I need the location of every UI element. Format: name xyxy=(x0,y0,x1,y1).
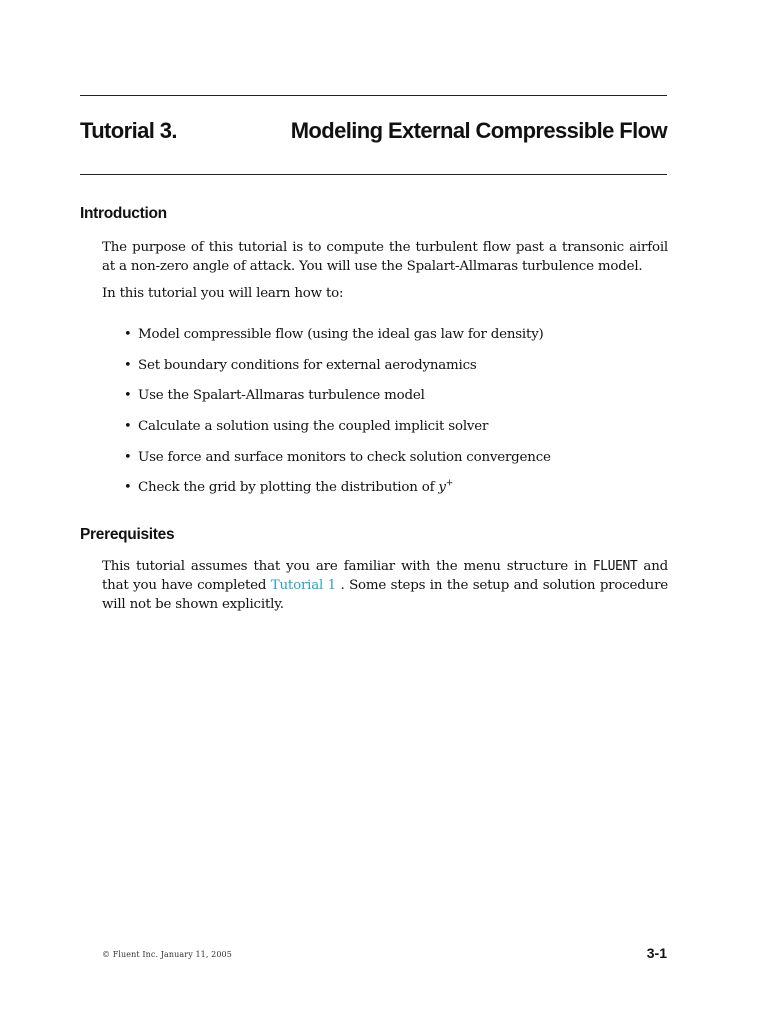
tutorial-title: Modeling External Compressible Flow xyxy=(290,118,667,143)
tutorial-number: Tutorial 3. xyxy=(80,118,177,143)
learn-how-to-paragraph: In this tutorial you will learn how to: xyxy=(102,286,344,301)
list-item-text: Calculate a solution using the coupled implicit solver xyxy=(138,419,489,435)
header-top-rule xyxy=(80,95,667,96)
tutorial-1-link[interactable]: Tutorial 1 xyxy=(270,578,336,593)
bullet-icon: • xyxy=(124,449,132,465)
list-item xyxy=(124,325,551,356)
list-item-text: Use the Spalart-Allmaras turbulence model xyxy=(138,388,425,404)
introduction-paragraph: The purpose of this tutorial is to compute the turbulent flow past a transonic airfoil at a non-zero angle of attack. You will use the Spalart-Allmaras turbulence model. xyxy=(102,240,668,274)
list-item xyxy=(124,417,551,448)
prereq-text-1: This tutorial assumes that you are familiar with the menu structure in xyxy=(102,559,593,574)
header-bottom-rule xyxy=(80,174,667,175)
prereq-text-2: and that you have completed xyxy=(102,559,668,593)
footer-copyright: © Fluent Inc. January 11, 2005 xyxy=(102,950,232,959)
y-plus-symbol: y xyxy=(438,480,446,496)
list-item-text: Set boundary conditions for external aerodynamics xyxy=(138,357,477,373)
list-item xyxy=(124,478,551,509)
y-plus-superscript: + xyxy=(445,478,454,489)
list-item-text: Model compressible flow (using the ideal gas law for density) xyxy=(138,327,544,342)
list-item xyxy=(124,386,551,417)
bullet-icon: • xyxy=(124,388,132,404)
prerequisites-paragraph xyxy=(102,557,668,614)
prereq-text-3: . Some steps in the setup and solution procedure will not be shown explicitly. xyxy=(102,578,668,612)
learning-objectives-list xyxy=(124,325,551,509)
page-number: 3-1 xyxy=(646,945,667,961)
bullet-icon: • xyxy=(124,357,132,373)
list-item-text-main: Check the grid by plotting the distribution of xyxy=(138,480,439,496)
page-title xyxy=(80,118,667,144)
bullet-icon: • xyxy=(124,327,132,342)
list-item xyxy=(124,448,551,479)
product-name: FLUENT xyxy=(592,559,638,574)
list-item-text xyxy=(138,478,453,497)
introduction-heading: Introduction xyxy=(80,205,167,222)
prerequisites-heading: Prerequisites xyxy=(80,526,175,543)
list-item xyxy=(124,356,551,387)
bullet-icon: • xyxy=(124,480,132,496)
list-item-text: Use force and surface monitors to check solution convergence xyxy=(138,449,551,465)
bullet-icon: • xyxy=(124,419,132,435)
